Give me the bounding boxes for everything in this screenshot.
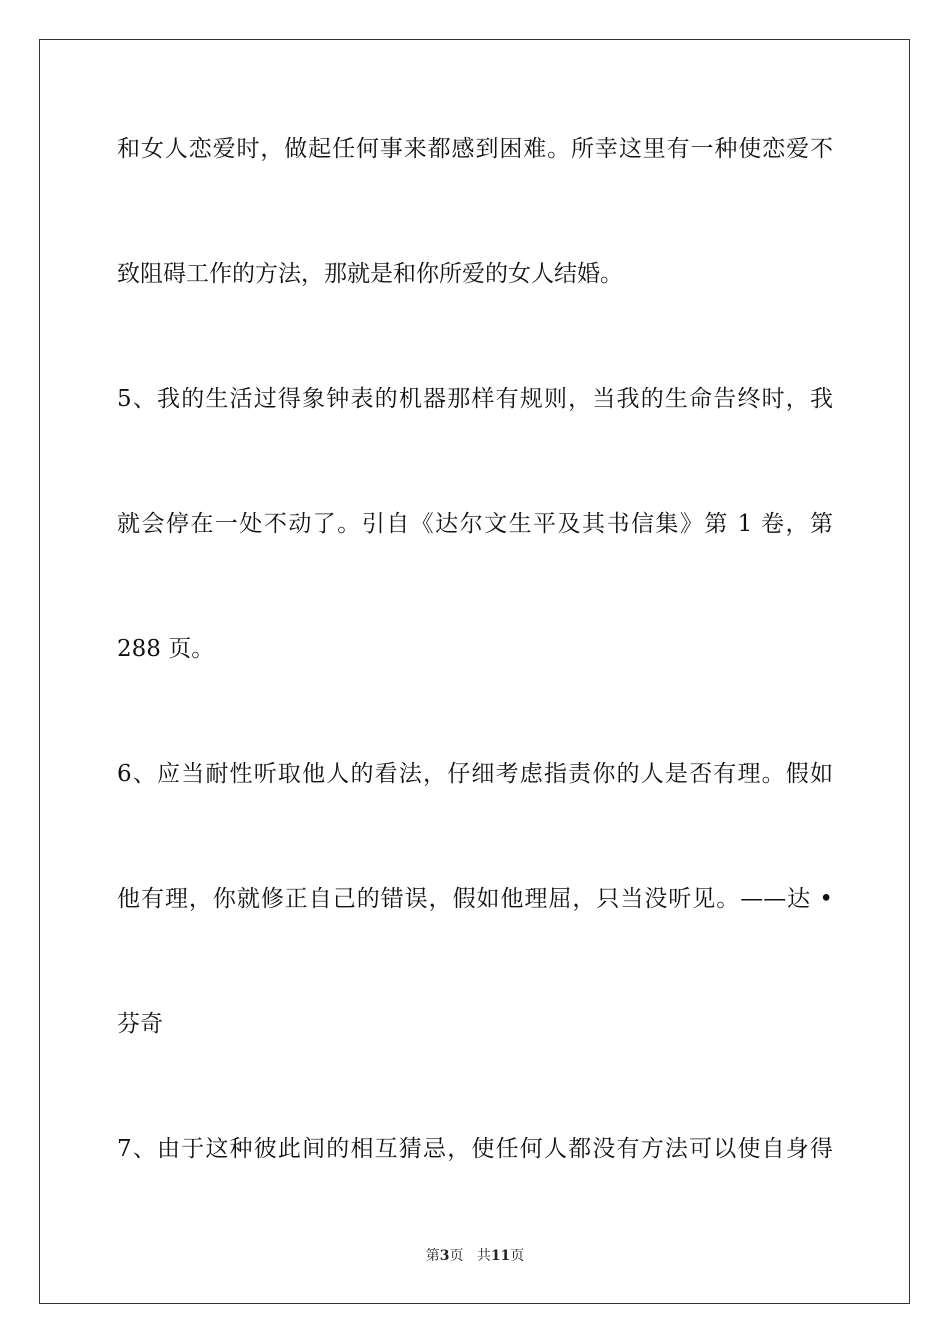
text-line: 6、应当耐性听取他人的看法，仔细考虑指责你的人是否有理。假如	[117, 761, 833, 787]
text-line: 和女人恋爱时，做起任何事来都感到困难。所幸这里有一种使恋爱不	[117, 136, 833, 162]
page-prefix: 第	[425, 1248, 440, 1264]
page-suffix: 页	[449, 1248, 464, 1264]
total-suffix: 页	[510, 1248, 525, 1264]
total-prefix: 共	[476, 1248, 491, 1264]
text-line: 288 页。	[117, 636, 215, 662]
page-footer	[0, 1247, 950, 1265]
text-line: 芬奇	[117, 1011, 163, 1037]
page-border	[39, 39, 910, 1304]
text-line: 7、由于这种彼此间的相互猜忌，使任何人都没有方法可以使自身得	[117, 1136, 833, 1162]
text-line: 致阻碍工作的方法，那就是和你所爱的女人结婚。	[117, 261, 623, 287]
total-pages: 11	[490, 1248, 511, 1264]
text-line: 5、我的生活过得象钟表的机器那样有规则，当我的生命告终时，我	[117, 386, 833, 412]
text-line: 他有理，你就修正自己的错误，假如他理屈，只当没听见。——达 •	[117, 886, 833, 912]
page-number: 3	[439, 1248, 450, 1264]
text-line: 就会停在一处不动了。引自《达尔文生平及其书信集》第 1 卷，第	[117, 511, 833, 537]
